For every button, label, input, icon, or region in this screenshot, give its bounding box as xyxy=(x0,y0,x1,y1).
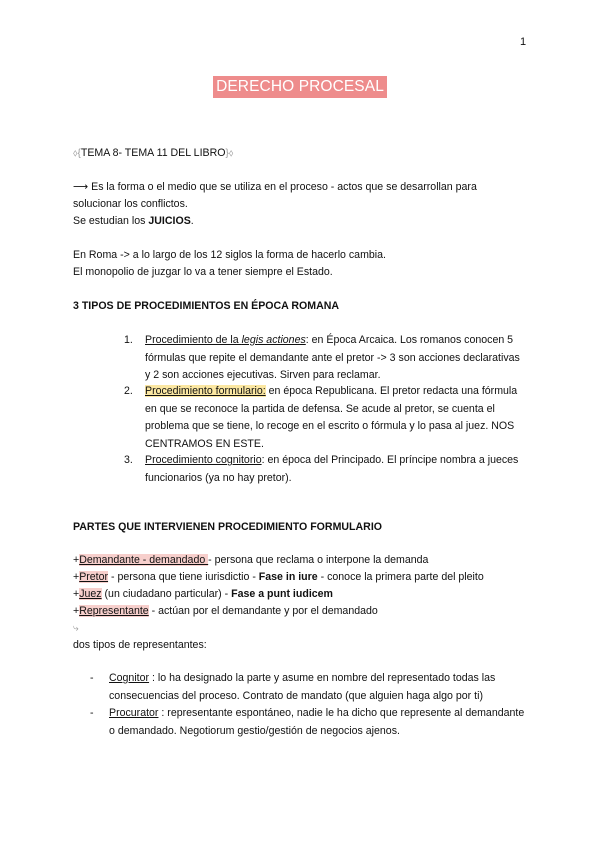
arrow-icon: ⟶ xyxy=(73,181,89,193)
intro-line-2: solucionar los conflictos. xyxy=(73,198,188,210)
bullet-dash: - xyxy=(90,707,94,719)
bullet-dash: - xyxy=(90,672,94,684)
tema-line xyxy=(73,145,233,162)
list-number: 2. xyxy=(124,385,133,397)
tema-text: TEMA 8- TEMA 11 DEL LIBRO xyxy=(80,147,226,159)
procedure-name: Procedimiento cognitorio xyxy=(145,454,262,466)
part-juez: +Juez (un ciudadano particular) - Fase a punt iudicem xyxy=(73,588,333,600)
representantes-intro: dos tipos de representantes: xyxy=(73,639,207,651)
procedure-name: Procedimiento de la legis actiones xyxy=(145,334,306,346)
list-number: 1. xyxy=(124,334,133,346)
ornament-close: }⬨ xyxy=(225,148,234,159)
list-number: 3. xyxy=(124,454,133,466)
list-item-procurator: Procurator : representante espontáneo, nadie le ha dicho que represente al demandante o demandado. Negotiorum gestio/gestión de negocios ajenos. xyxy=(109,707,525,737)
ornament-open: ⬨{ xyxy=(73,148,81,159)
document-title: DERECHO PROCESAL xyxy=(213,76,387,98)
representante-name: Cognitor xyxy=(109,672,150,684)
list-item-procedure-2: Procedimiento formulario: en época Republicana. El pretor redacta una fórmula en que se reconoce la partida de defensa. Se acude al pretor, se cuenta el problema que se tiene, lo recoge en el escrito o fórmula y lo pasa al juez. NOS CENTRAMOS EN ESTE. xyxy=(145,385,518,450)
list-item-procedure-1: Procedimiento de la legis actiones: en Época Arcaica. Los romanos conocen 5 fórmulas que repite el demandante ante el pretor -> 3 son acciones declarativas y 2 son acciones ejecutivas. Sirven para reclamar. xyxy=(145,334,520,381)
title-wrap xyxy=(0,76,600,98)
list-item-procedure-3: Procedimiento cognitorio: en época del Principado. El príncipe nombra a jueces funcionarios (ya no hay pretor). xyxy=(145,454,519,484)
representante-name: Procurator xyxy=(109,707,159,719)
page-number: 1 xyxy=(520,36,527,48)
procedure-name: Procedimiento formulario: xyxy=(145,385,266,397)
list-item-cognitor: Cognitor : lo ha designado la parte y asume en nombre del representado todas las consecuencias del proceso. Contrato de mandato (que alguien haga algo por ti) xyxy=(109,672,496,702)
part-pretor: +Pretor - persona que tiene iurisdictio - Fase in iure - conoce la primera parte del pleito xyxy=(73,571,484,583)
part-demandante: +Demandante - demandado - persona que reclama o interpone la demanda xyxy=(73,554,429,566)
roma-line-1: En Roma -> a lo largo de los 12 siglos la forma de hacerlo cambia. xyxy=(73,249,386,261)
roma-line-2: El monopolio de juzgar lo va a tener siempre el Estado. xyxy=(73,266,333,278)
section-heading-partes: PARTES QUE INTERVIENEN PROCEDIMIENTO FORMULARIO xyxy=(73,521,383,533)
subarrow-icon: ⤷ xyxy=(73,623,79,634)
intro-line-3: Se estudian los JUICIOS. xyxy=(73,215,194,227)
intro-line-1: ⟶ Es la forma o el medio que se utiliza en el proceso - actos que se desarrollan para xyxy=(73,181,477,193)
section-heading-procedimientos: 3 TIPOS DE PROCEDIMIENTOS EN ÉPOCA ROMANA xyxy=(73,300,340,312)
part-representante: +Representante - actúan por el demandante y por el demandado xyxy=(73,605,378,617)
